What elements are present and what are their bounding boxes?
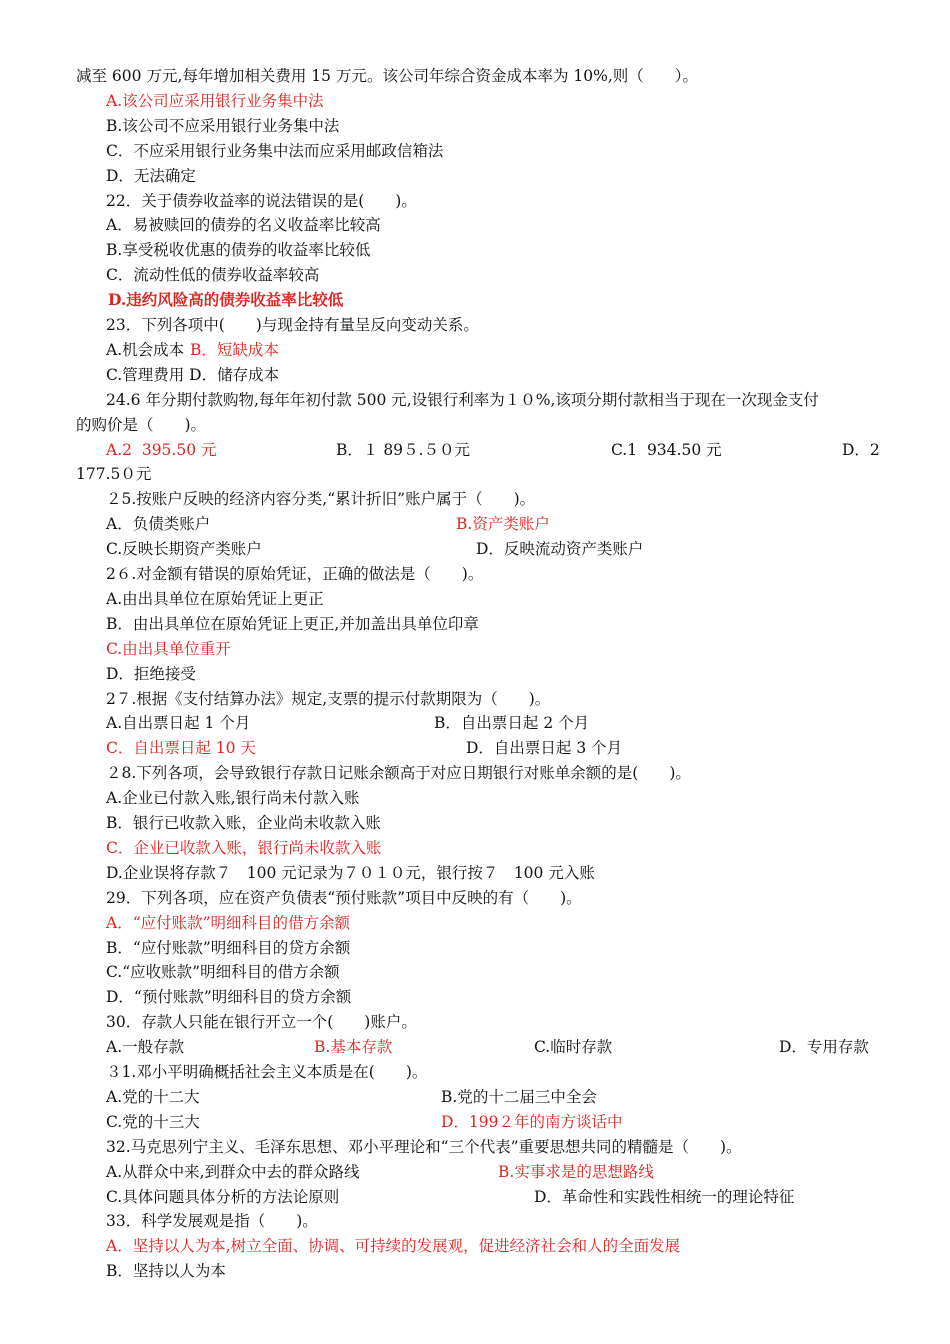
- answer-text: A.该公司应采用银行业务集中法: [106, 91, 324, 110]
- text-line: C.1 934.50 元: [611, 440, 722, 459]
- text-line: 29．下列各项，应在资产负债表“预付账款”项目中反映的有（ )。: [106, 888, 582, 907]
- text-line: B.该公司不应采用银行业务集中法: [106, 116, 340, 135]
- text-line: C.临时存款: [534, 1038, 613, 1057]
- text-line: A．易被赎回的债券的名义收益率比较高: [106, 216, 381, 235]
- text-line: B．银行已收款入账，企业尚未收款入账: [106, 814, 381, 832]
- text-line: 30．存款人只能在银行开立一个( )账户。: [106, 1013, 417, 1032]
- text-line: 23．下列各项中( )与现金持有量呈反向变动关系。: [106, 316, 479, 334]
- text-line: 24.6 年分期付款购物,每年年初付款 500 元,设银行利率为１０%,该项分期付款相当于现在一次现金支付: [106, 390, 819, 409]
- answer-text: D．199２年的南方谈话中: [441, 1112, 623, 1131]
- text-line: D．反映流动资产类账户: [476, 540, 644, 559]
- text-line: 减至 600 万元,每年增加相关费用 15 万元。该公司年综合资金成本率为 10%,则（ ）。: [76, 67, 699, 85]
- text-line: A.从群众中来,到群众中去的群众路线: [106, 1162, 360, 1181]
- text-line: B．“应付账款”明细科目的贷方余额: [106, 938, 351, 957]
- answer-text: B.实事求是的思想路线: [498, 1162, 654, 1181]
- text-line: ３1.邓小平明确概括社会主义本质是在( )。: [106, 1063, 428, 1081]
- text-line: D．无法确定: [106, 166, 196, 185]
- answer-text: B.资产类账户: [456, 515, 550, 534]
- text-line: D．自出票日起 3 个月: [466, 739, 623, 758]
- text-line: 的购价是（ )。: [76, 415, 207, 434]
- text-line: D.企业误将存款７ 100 元记录为７０１０元，银行按７ 100 元入账: [106, 863, 595, 882]
- text-line: B．自出票日起 2 个月: [434, 714, 590, 733]
- answer-text: A.2 395.50 元: [106, 440, 217, 459]
- text-line: B.党的十二届三中全会: [441, 1087, 597, 1106]
- text-line: A.由出具单位在原始凭证上更正: [106, 589, 324, 608]
- answer-text: C．自出票日起 10 天: [106, 739, 256, 758]
- text-line: C．不应采用银行业务集中法而应采用邮政信箱法: [106, 141, 444, 160]
- answer-text: B.基本存款: [314, 1038, 393, 1057]
- answer-text: A．坚持以人为本,树立全面、协调、可持续的发展观，促进经济社会和人的全面发展: [106, 1237, 681, 1256]
- text-line: D．拒绝接受: [106, 664, 196, 683]
- text-line: C.党的十三大: [106, 1112, 200, 1131]
- answer-text: C．企业已收款入账，银行尚未收款入账: [106, 838, 382, 857]
- text-line: D．专用存款: [779, 1038, 869, 1057]
- text-line: 22．关于债券收益率的说法错误的是( )。: [106, 191, 417, 210]
- text-line: C.管理费用 D．储存成本: [106, 365, 280, 384]
- text-line: C．流动性低的债券收益率较高: [106, 266, 320, 285]
- answer-text: A．“应付账款”明细科目的借方余额: [106, 913, 351, 932]
- answer-text: D.违约风险高的债券收益率比较低: [108, 290, 344, 310]
- text-line: A.一般存款: [106, 1038, 185, 1057]
- text-line: 33．科学发展观是指（ )。: [106, 1212, 318, 1231]
- text-line: D．“预付账款”明细科目的贷方余额: [106, 988, 352, 1007]
- text-line: A.党的十二大: [106, 1087, 200, 1106]
- answer-text: B．短缺成本: [190, 340, 279, 359]
- text-line: 2６.对金额有错误的原始凭证，正确的做法是（ )。: [106, 565, 484, 583]
- text-line: B．由出具单位在原始凭证上更正,并加盖出具单位印章: [106, 614, 479, 633]
- text-line: C.具体问题具体分析的方法论原则: [106, 1187, 340, 1206]
- text-line: 177.5０元: [76, 465, 152, 484]
- text-line: 32.马克思列宁主义、毛泽东思想、邓小平理论和“三个代表”重要思想共同的精髓是（ )。: [106, 1137, 742, 1156]
- answer-text: C.由出具单位重开: [106, 639, 231, 658]
- text-line: D．革命性和实践性相统一的理论特征: [534, 1187, 795, 1206]
- text-line: D．2: [842, 440, 880, 459]
- text-line: A.企业已付款入账,银行尚未付款入账: [106, 789, 360, 808]
- text-line: ２8.下列各项，会导致银行存款日记账余额高于对应日期银行对账单余额的是( )。: [106, 764, 691, 783]
- text-line: B．坚持以人为本: [106, 1262, 226, 1281]
- text-line: A.机会成本: [106, 340, 185, 359]
- text-line: ２5.按账户反映的经济内容分类,“累计折旧”账户属于（ )。: [106, 490, 536, 509]
- text-line: A．负债类账户: [106, 515, 211, 534]
- text-line: B.享受税收优惠的债券的收益率比较低: [106, 241, 371, 260]
- text-line: 2７.根据《支付结算办法》规定,支票的提示付款期限为（ )。: [106, 689, 551, 708]
- text-line: A.自出票日起 1 个月: [106, 714, 251, 733]
- text-line: C.反映长期资产类账户: [106, 540, 262, 559]
- text-line: C.“应收账款”明细科目的借方余额: [106, 963, 340, 982]
- text-line: B．１ 89５.５０元: [336, 440, 470, 459]
